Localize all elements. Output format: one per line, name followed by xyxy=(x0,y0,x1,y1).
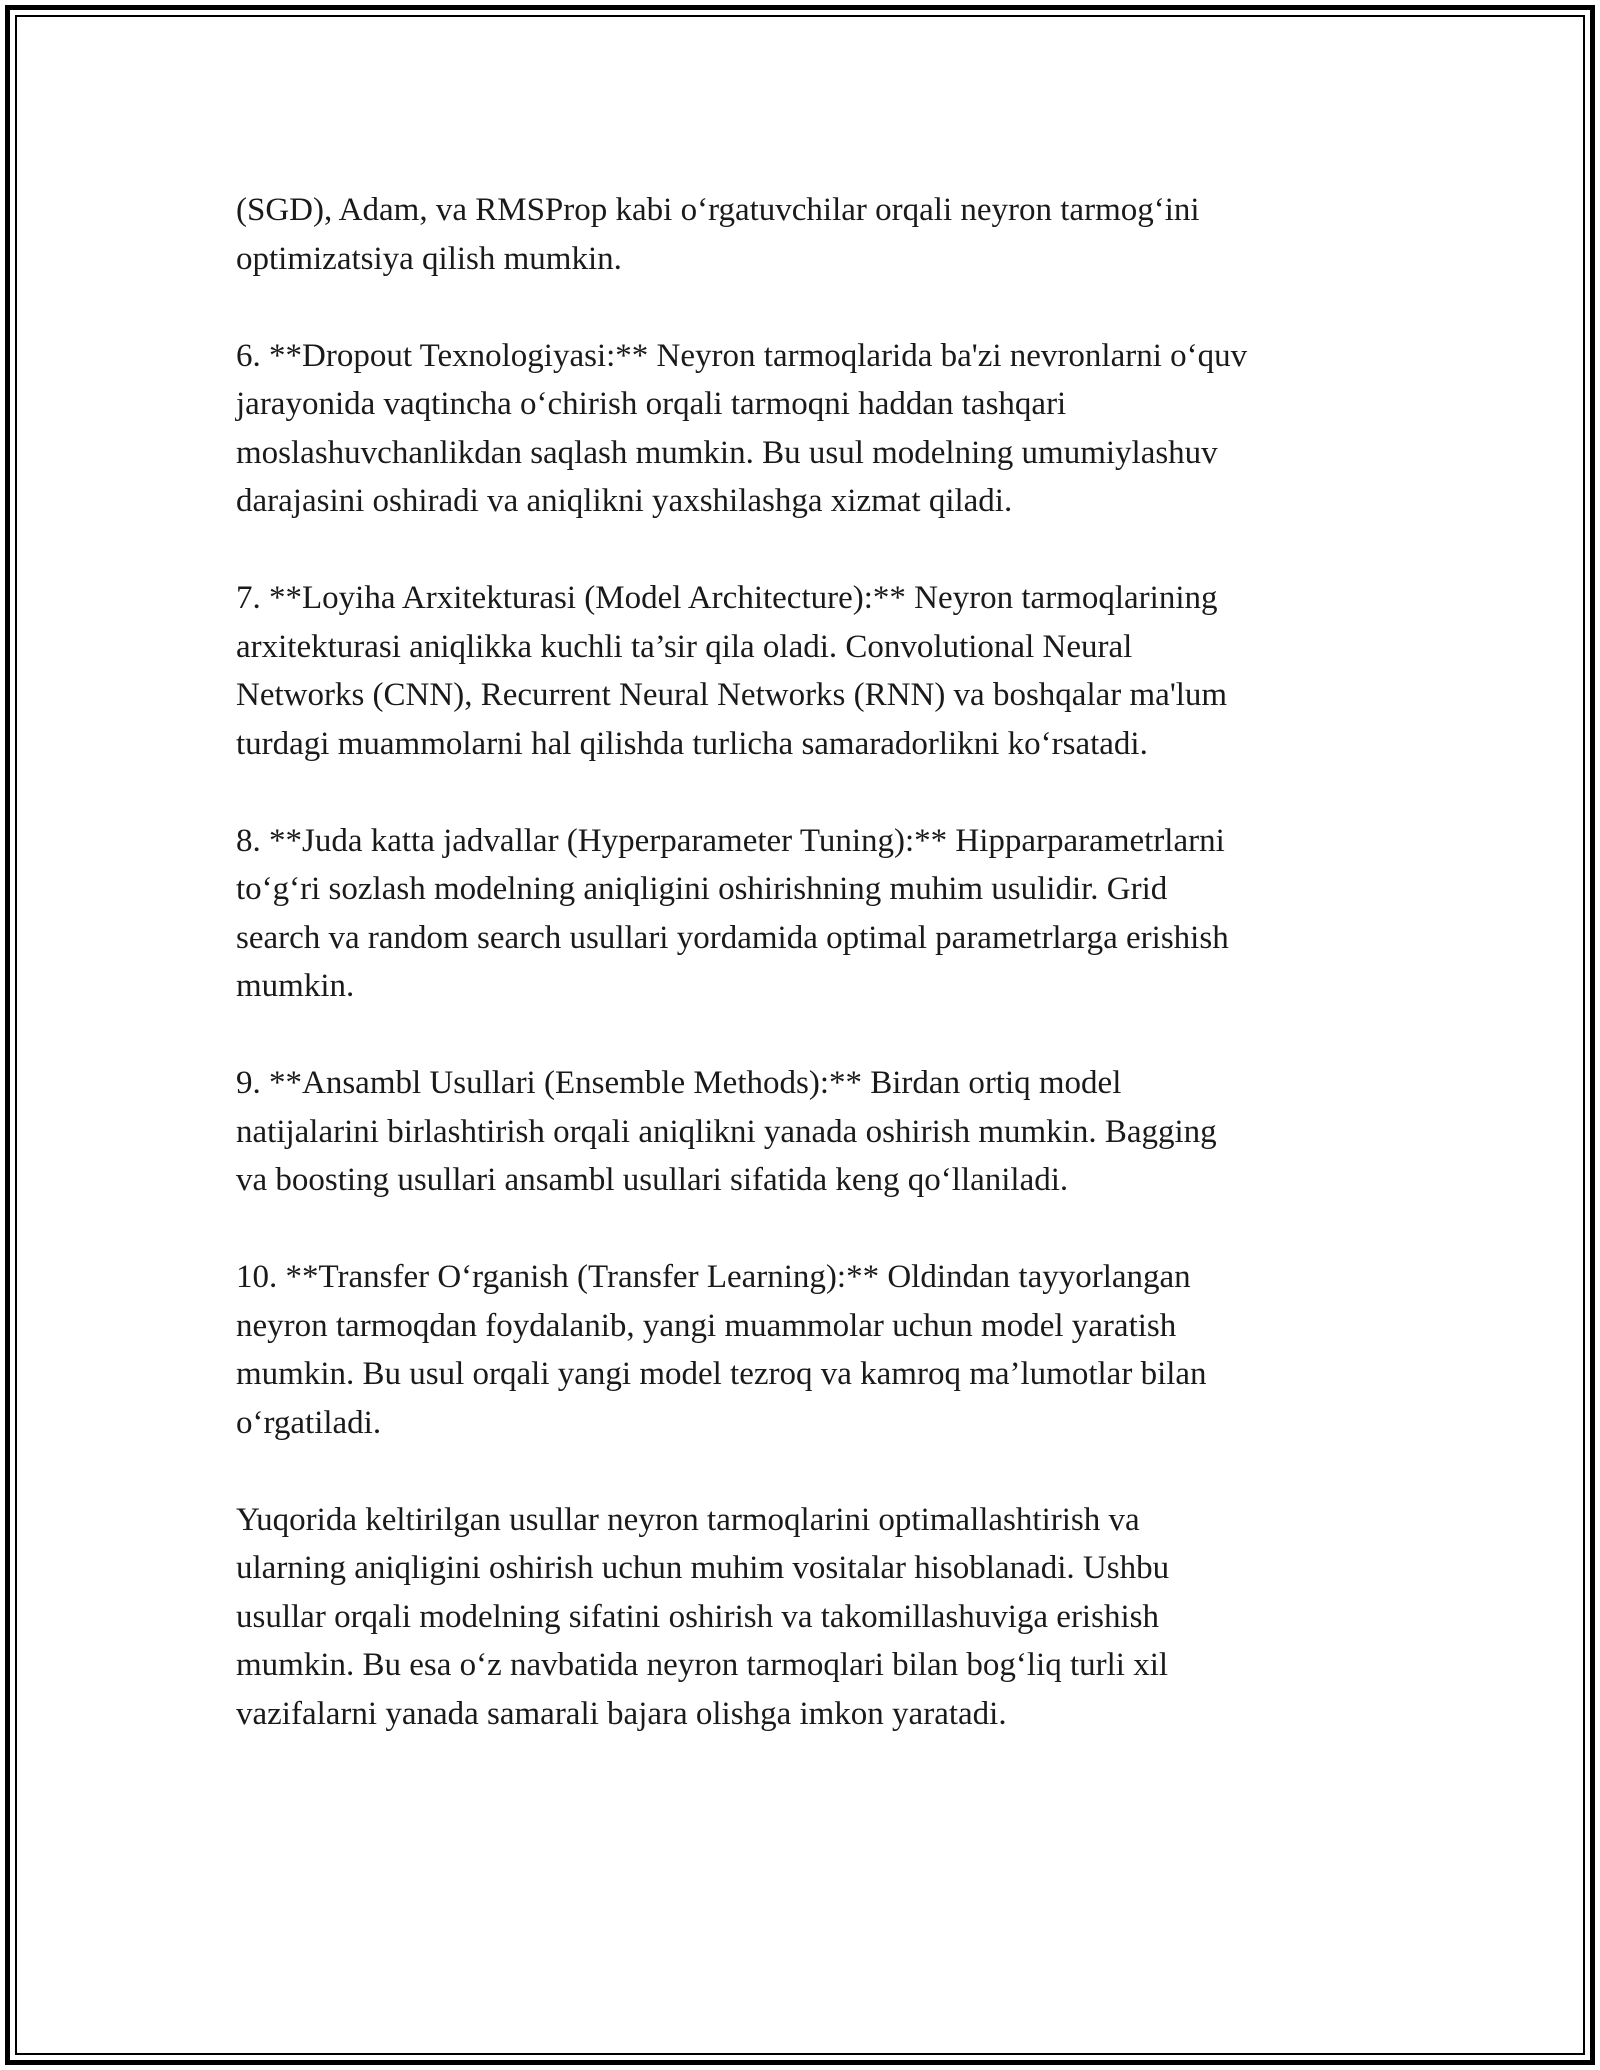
text-line: neyron tarmoqdan foydalanib, yangi muammolar uchun model yaratish xyxy=(236,1307,1177,1344)
text-line: darajasini oshiradi va aniqlikni yaxshilashga xizmat qiladi. xyxy=(236,483,1013,519)
text-line: to‘g‘ri sozlash modelning aniqligini oshirishning muhim usulidir. Grid xyxy=(236,871,1168,907)
text-line: vazifalarni yanada samarali bajara olishga imkon yaratadi. xyxy=(236,1695,1007,1732)
text-line: turdagi muammolarni hal qilishda turlicha samaradorlikni ko‘rsatadi. xyxy=(236,725,1148,762)
text-line: 9. **Ansambl Usullari (Ensemble Methods):** Birdan ortiq model xyxy=(236,1065,1122,1101)
text-line: 8. **Juda katta jadvallar (Hyperparameter Tuning):** Hipparparametrlarni xyxy=(236,822,1225,859)
text-line: va boosting usullari ansambl usullari sifatida keng qo‘llaniladi. xyxy=(236,1162,1069,1198)
paragraph-item-7-architecture xyxy=(236,574,1386,768)
paragraph-conclusion xyxy=(236,1496,1386,1739)
text-line: usullar orqali modelning sifatini oshirish va takomillashuviga erishish xyxy=(236,1598,1159,1635)
text-line: search va random search usullari yordamida optimal parametrlarga erishish xyxy=(236,919,1229,956)
text-line: mumkin. Bu usul orqali yangi model tezroq va kamroq ma’lumotlar bilan xyxy=(236,1356,1207,1392)
text-line: ularning aniqligini oshirish uchun muhim vositalar hisoblanadi. Ushbu xyxy=(236,1550,1170,1586)
text-line: 6. **Dropout Texnologiyasi:** Neyron tarmoqlarida ba'zi nevronlarni o‘quv xyxy=(236,337,1248,374)
text-line: arxitekturasi aniqlikka kuchli ta’sir qila oladi. Convolutional Neural xyxy=(236,628,1133,665)
paragraph-item-8-hyperparameters xyxy=(236,817,1386,1011)
text-line: natijalarini birlashtirish orqali aniqlikni yanada oshirish mumkin. Bagging xyxy=(236,1113,1217,1150)
paragraph-item-9-ensemble xyxy=(236,1059,1386,1205)
paragraph-item-6-dropout xyxy=(236,332,1386,526)
text-line: jarayonida vaqtincha o‘chirish orqali tarmoqni haddan tashqari xyxy=(236,386,1067,422)
text-line: o‘rgatiladi. xyxy=(236,1404,382,1441)
text-line: (SGD), Adam, va RMSProp kabi o‘rgatuvchilar orqali neyron tarmog‘ini xyxy=(236,192,1200,228)
text-line: mumkin. Bu esa o‘z navbatida neyron tarmoqlari bilan bog‘liq turli xil xyxy=(236,1647,1169,1683)
text-line: 7. **Loyiha Arxitekturasi (Model Architecture):** Neyron tarmoqlarining xyxy=(236,580,1218,616)
text-line: moslashuvchanlikdan saqlash mumkin. Bu usul modelning umumiylashuv xyxy=(236,434,1218,471)
document-body xyxy=(236,186,1386,1787)
paragraph-item-10-transfer xyxy=(236,1253,1386,1447)
text-line: Networks (CNN), Recurrent Neural Networks (RNN) va boshqalar ma'lum xyxy=(236,677,1228,713)
text-line: optimizatsiya qilish mumkin. xyxy=(236,240,622,277)
text-line: Yuqorida keltirilgan usullar neyron tarmoqlarini optimallashtirish va xyxy=(236,1501,1140,1538)
text-line: mumkin. xyxy=(236,968,355,1004)
paragraph-optimizers-continuation xyxy=(236,186,1386,283)
text-line: 10. **Transfer O‘rganish (Transfer Learning):** Oldindan tayyorlangan xyxy=(236,1259,1191,1295)
